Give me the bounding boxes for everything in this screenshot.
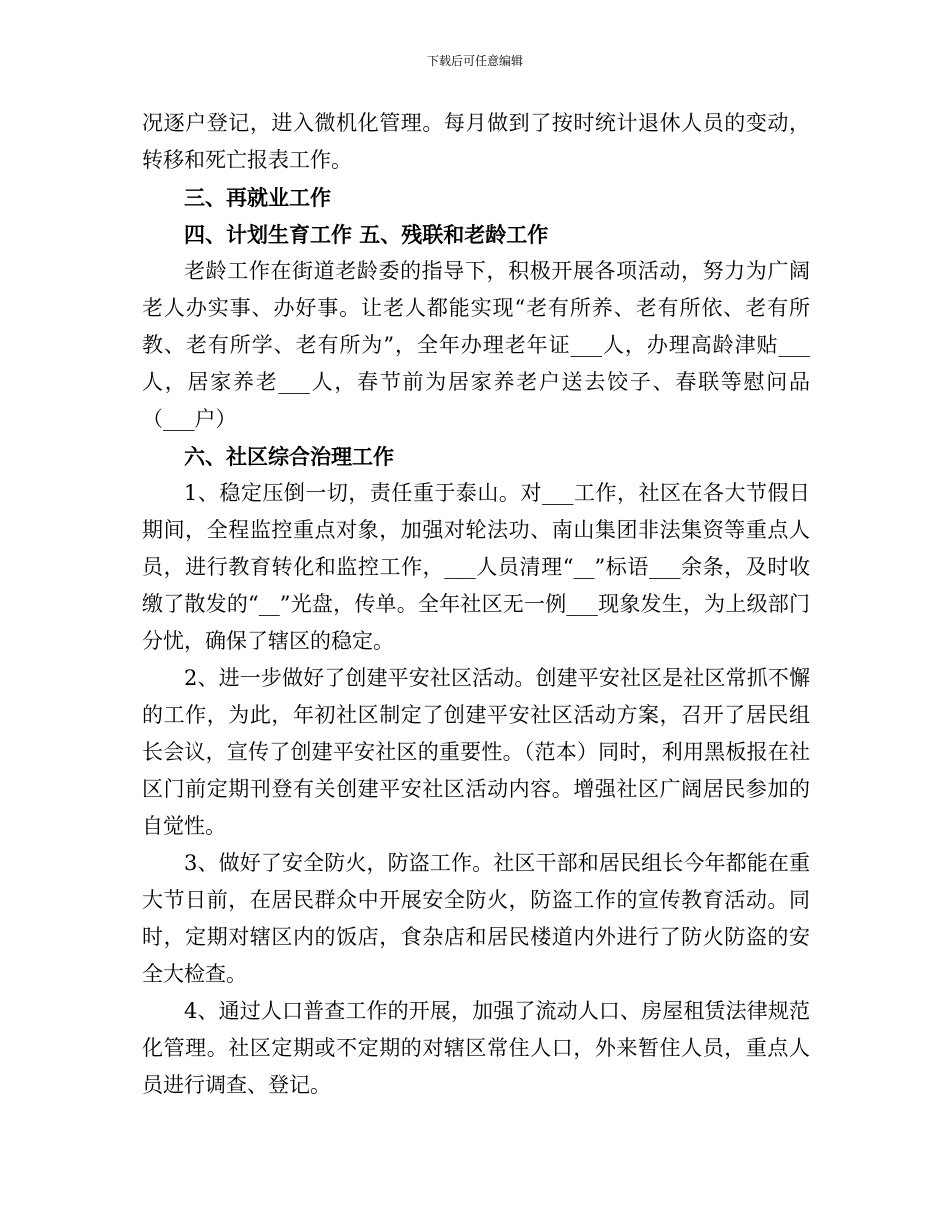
section-heading-community-governance: 六、社区综合治理工作 (184, 444, 394, 469)
section-heading-reemployment: 三、再就业工作 (184, 185, 331, 210)
paragraph-elderly-work: 老龄工作在街道老龄委的指导下，积极开展各项活动，努力为广阔老人办实事、办好事。让老人都能实现“老有所养、老有所依、老有所教、老有所学、老有所为”，全年办理老年证___人，办理高龄津贴___人，居家养老___人，春节前为居家养老户送去饺子、春联等慰问品（___户） (142, 259, 810, 431)
paragraph-item-3: 3、做好了安全防火，防盗工作。社区干部和居民组长今年都能在重大节日前，在居民群众中开展安全防火，防盗工作的宣传教育活动。同时，定期对辖区内的饭店，食杂店和居民楼道内外进行了防火防盗的安全大检查。 (142, 851, 810, 986)
page-header: 下载后可任意编辑 (426, 54, 523, 68)
paragraph-item-4: 4、通过人口普查工作的开展，加强了流动人口、房屋租赁法律规范化管理。社区定期或不定期的对辖区常住人口，外来暂住人员，重点人员进行调查、登记。 (142, 999, 810, 1097)
document-body (142, 105, 810, 1104)
section-heading-family-planning-elderly: 四、计划生育工作 五、残联和老龄工作 (184, 222, 549, 247)
paragraph-item-1: 1、稳定压倒一切，责任重于泰山。对___工作，社区在各大节假日期间，全程监控重点对象，加强对轮法功、南山集团非法集资等重点人员，进行教育转化和监控工作，___人员清理“__”标语___余条，及时收缴了散发的“__”光盘，传单。全年社区无一例___现象发生，为上级部门分忧，确保了辖区的稳定。 (142, 481, 810, 653)
paragraph-item-2: 2、进一步做好了创建平安社区活动。创建平安社区是社区常抓不懈的工作，为此，年初社区制定了创建平安社区活动方案，召开了居民组长会议，宣传了创建平安社区的重要性。（范本）同时，利用黑板报在社区门前定期刊登有关创建平安社区活动内容。增强社区广阔居民参加的自觉性。 (142, 666, 810, 838)
paragraph-continuation: 况逐户登记，进入微机化管理。每月做到了按时统计退休人员的变动，转移和死亡报表工作。 (142, 111, 810, 172)
